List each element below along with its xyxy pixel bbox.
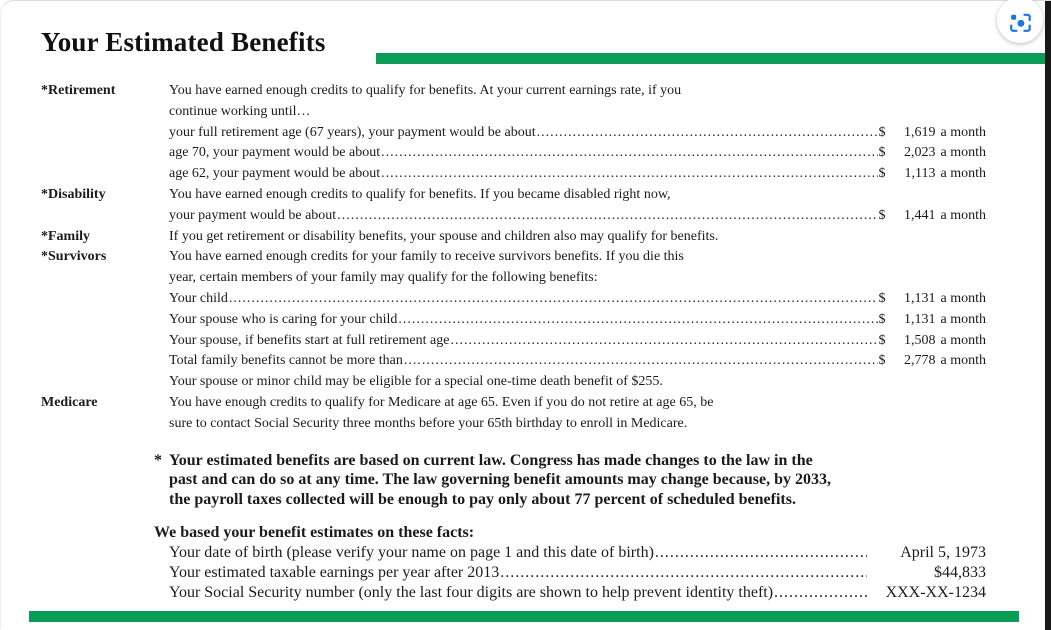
document-body — [1, 1, 1046, 603]
retirement-section — [41, 81, 986, 185]
dot-leader — [337, 206, 877, 227]
family-label: *Family — [41, 228, 90, 244]
note-line-1: Your estimated benefits are based on current law. Congress has made changes to the law in the — [169, 451, 813, 469]
benefit-text: Your spouse, if benefits start at full retirement age — [169, 332, 450, 348]
benefit-row — [169, 289, 986, 310]
death-benefit-text: Your spouse or minor child may be eligible for a special one-time death benefit of $255. — [169, 374, 663, 390]
survivors-intro-1: You have earned enough credits for your family to receive survivors benefits. If you die this — [169, 249, 684, 265]
fact-text: Your estimated taxable earnings per year after 2013 — [169, 563, 500, 581]
benefit-amount: $ 1,131 a month — [878, 290, 986, 306]
viewer-edge-strip — [1045, 1, 1051, 630]
dot-leader — [381, 143, 877, 164]
fact-value: April 5, 1973 — [900, 543, 986, 561]
benefit-text: Your spouse who is caring for your child — [169, 311, 398, 327]
benefit-row — [169, 206, 986, 227]
benefit-row — [169, 123, 986, 144]
dot-leader — [404, 351, 878, 372]
disability-intro: You have earned enough credits to qualify for benefits. If you became disabled right now, — [169, 186, 671, 202]
page-title: Your Estimated Benefits — [41, 27, 326, 57]
note-line-2: past and can do so at any time. The law governing benefit amounts may change because, by 2033, — [169, 471, 831, 489]
benefit-amount: $ 1,508 a month — [878, 332, 986, 348]
dot-leader — [381, 164, 877, 185]
dot-leader — [537, 123, 878, 144]
benefit-row — [169, 143, 986, 164]
fact-text: Your date of birth (please verify your name on page 1 and this date of birth) — [169, 543, 654, 561]
survivors-intro-2: year, certain members of your family may qualify for the following benefits: — [169, 270, 598, 286]
survivors-label: *Survivors — [41, 249, 107, 265]
benefit-amount: $ 1,441 a month — [878, 207, 986, 223]
fact-row — [169, 563, 986, 583]
facts-header: We based your benefit estimates on these facts: — [154, 523, 475, 541]
medicare-section — [41, 393, 986, 435]
law-change-note — [154, 451, 986, 510]
benefit-text: age 70, your payment would be about — [169, 145, 381, 161]
benefit-amount: $ 1,131 a month — [878, 311, 986, 327]
benefit-amount: $ 2,778 a month — [878, 353, 986, 369]
family-section — [41, 227, 986, 248]
dot-leader — [500, 563, 867, 583]
medicare-text-1: You have enough credits to qualify for Medicare at age 65. Even if you do not retire at age 65, be — [169, 394, 714, 410]
disability-label: *Disability — [41, 186, 106, 202]
footer-green-rule — [29, 611, 1019, 622]
fact-row — [169, 583, 986, 603]
benefit-row — [169, 351, 986, 372]
benefit-text: age 62, your payment would be about — [169, 166, 381, 182]
benefit-row — [169, 164, 986, 185]
medicare-text-2: sure to contact Social Security three months before your 65th birthday to enroll in Medicare. — [169, 415, 688, 431]
note-line-3: the payroll taxes collected will be enough to pay only about 77 percent of scheduled benefits. — [169, 491, 796, 509]
medicare-label: Medicare — [41, 394, 98, 410]
survivors-section — [41, 247, 986, 393]
fact-value: $44,833 — [934, 563, 986, 581]
facts-section — [41, 523, 986, 603]
benefit-amount: $ 2,023 a month — [878, 145, 986, 161]
benefit-text: your payment would be about — [169, 207, 337, 223]
benefit-row — [169, 331, 986, 352]
retirement-label: *Retirement — [41, 83, 116, 98]
google-lens-icon — [1008, 10, 1033, 35]
dot-leader — [655, 543, 867, 563]
disability-section — [41, 185, 986, 227]
benefit-text: Total family benefits cannot be more than — [169, 353, 403, 369]
dot-leader — [450, 331, 877, 352]
benefit-text: your full retirement age (67 years), your payment would be about — [169, 124, 536, 140]
dot-leader — [398, 310, 877, 331]
retirement-intro-1: You have earned enough credits to qualify for benefits. At your current earnings rate, if you — [169, 83, 682, 98]
fact-value: XXX-XX-1234 — [885, 583, 986, 601]
retirement-intro-2: continue working until… — [169, 103, 311, 119]
benefit-amount: $ 1,619 a month — [878, 124, 986, 140]
dot-leader — [774, 583, 867, 603]
title-green-rule — [376, 53, 1046, 64]
benefits-table — [41, 81, 986, 435]
benefit-amount: $ 1,113 a month — [878, 166, 986, 182]
fact-row — [169, 543, 986, 563]
benefit-text: Your child — [169, 290, 228, 306]
fact-text: Your Social Security number (only the last four digits are shown to help prevent identity theft) — [169, 583, 774, 601]
dot-leader — [229, 289, 878, 310]
note-asterisk: * — [154, 451, 162, 469]
family-text: If you get retirement or disability benefits, your spouse and children also may qualify for benefits. — [169, 228, 719, 244]
benefit-row — [169, 310, 986, 331]
